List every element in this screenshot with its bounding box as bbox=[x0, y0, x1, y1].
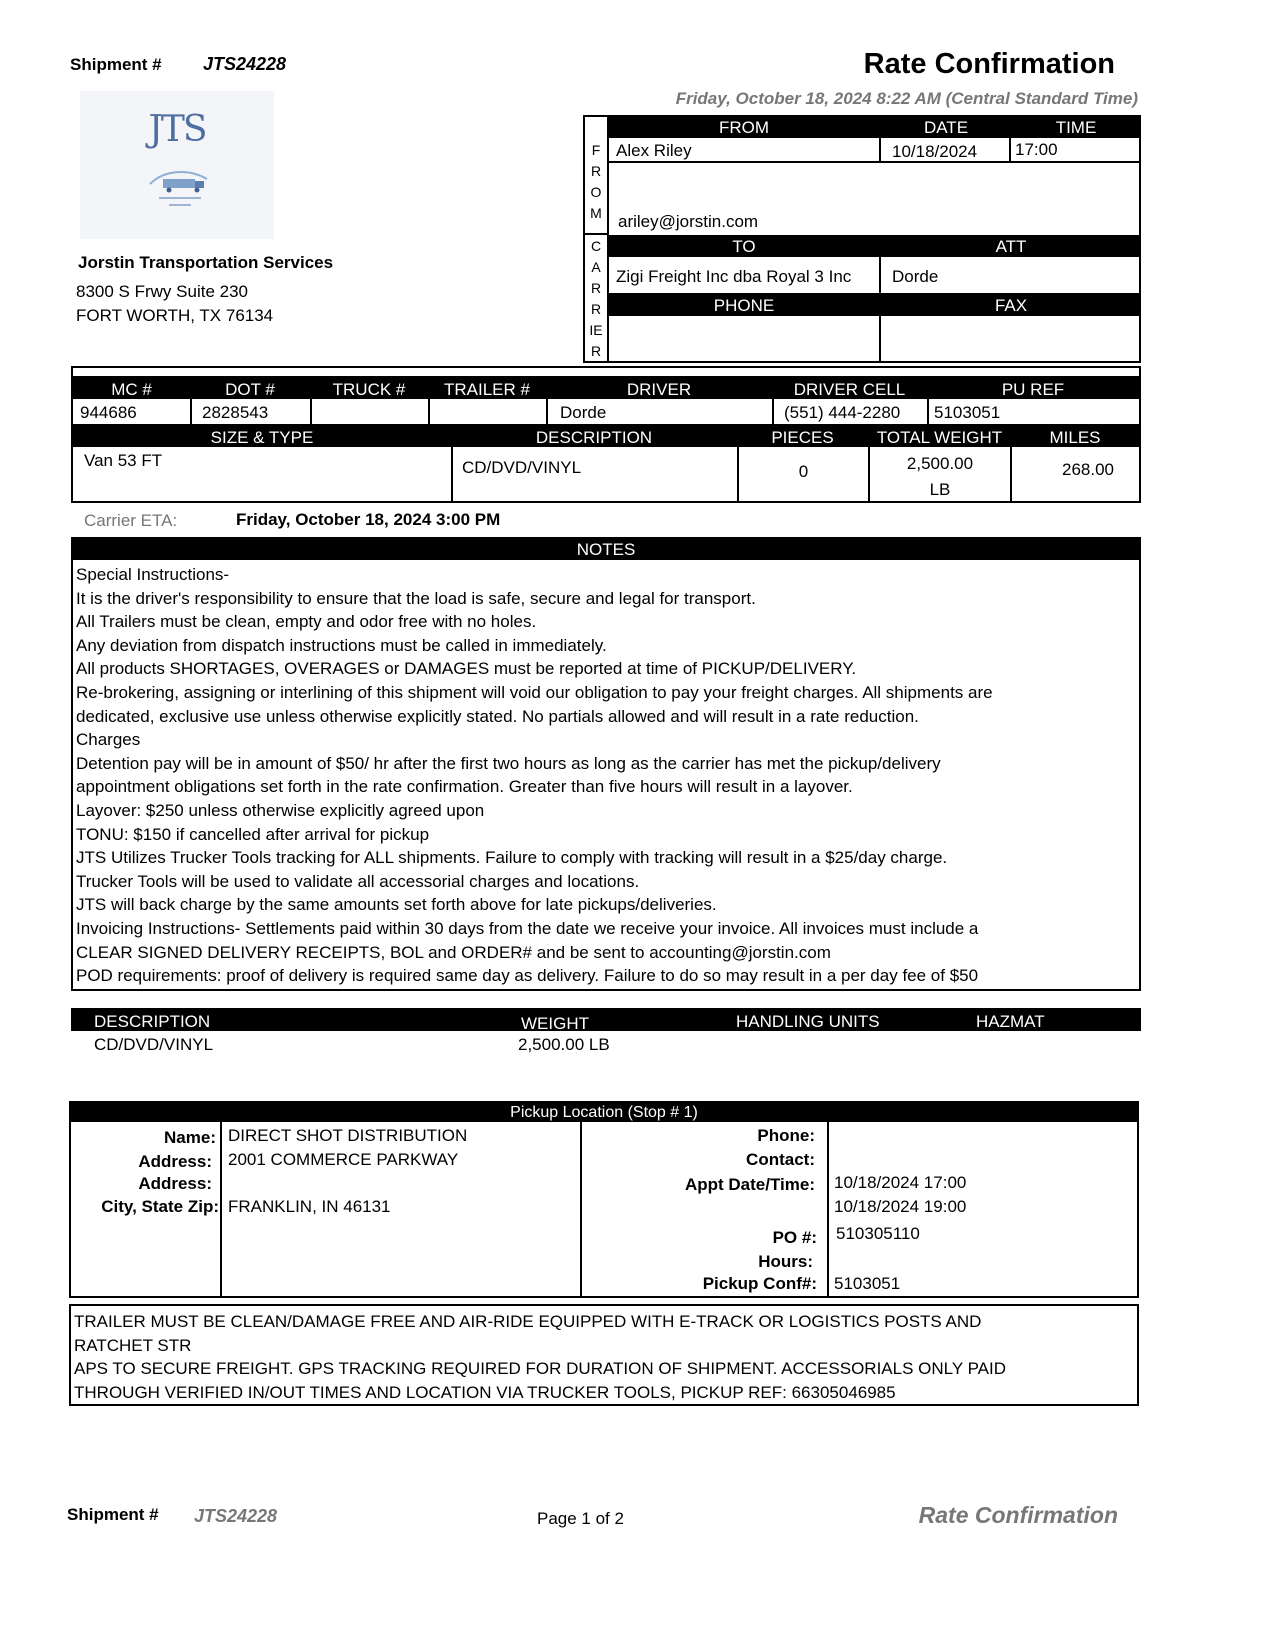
pickup-contact-label: Contact: bbox=[746, 1150, 815, 1169]
mc-number: 944686 bbox=[80, 403, 137, 422]
eta-value: Friday, October 18, 2024 3:00 PM bbox=[236, 510, 501, 529]
driver-cell: (551) 444-2280 bbox=[784, 403, 901, 422]
pu-ref-header: PU REF bbox=[1001, 380, 1065, 399]
note-line: Re-brokering, assigning or interlining of this shipment will void our obligation to pay your freight charges. All shipments are bbox=[76, 683, 993, 702]
pickup-instruction-line: RATCHET STR bbox=[74, 1335, 192, 1355]
from-date: 10/18/2024 bbox=[892, 142, 978, 161]
phone-header: PHONE bbox=[713, 296, 775, 315]
notes-header: NOTES bbox=[73, 539, 1139, 560]
note-line: It is the driver's responsibility to ensure that the load is safe, secure and legal for transport. bbox=[76, 588, 756, 608]
carrier-name: Zigi Freight Inc dba Royal 3 Inc bbox=[616, 267, 852, 286]
miles: 268.00 bbox=[1062, 460, 1114, 479]
from-email: ariley@jorstin.com bbox=[618, 212, 759, 231]
commodity-description: CD/DVD/VINYL bbox=[94, 1035, 214, 1054]
truck-icon bbox=[145, 159, 215, 214]
date-header: DATE bbox=[923, 118, 969, 137]
carrier-side-label: C A R R IE R bbox=[589, 238, 603, 359]
pickup-conf: 5103051 bbox=[834, 1274, 901, 1293]
footer-title: Rate Confirmation bbox=[918, 1502, 1118, 1528]
from-side-label: F R O M bbox=[590, 142, 602, 221]
company-address-2: FORT WORTH, TX 76134 bbox=[76, 306, 274, 325]
company-logo bbox=[80, 91, 274, 239]
from-header: FROM bbox=[718, 118, 770, 137]
dot-number: 2828543 bbox=[202, 403, 269, 422]
company-address-1: 8300 S Frwy Suite 230 bbox=[76, 282, 248, 301]
driver-name: Dorde bbox=[560, 403, 607, 422]
note-line: Trucker Tools will be used to validate all accessorial charges and locations. bbox=[76, 871, 640, 891]
note-line: All Trailers must be clean, empty and odor free with no holes. bbox=[76, 612, 537, 632]
note-line: Any deviation from dispatch instructions must be called in immediately. bbox=[76, 635, 607, 655]
pickup-header: Pickup Location (Stop # 1) bbox=[71, 1103, 1137, 1122]
pickup-address2-label: Address: bbox=[138, 1174, 212, 1193]
size-type: Van 53 FT bbox=[84, 451, 163, 470]
company-name: Jorstin Transportation Services bbox=[78, 253, 334, 272]
page-number: Page 1 of 2 bbox=[537, 1509, 624, 1528]
pickup-appt-label: Appt Date/Time: bbox=[684, 1175, 815, 1194]
footer-shipment-number: JTS24228 bbox=[194, 1506, 278, 1526]
driver-cell-header: DRIVER CELL bbox=[793, 380, 906, 399]
total-weight-header: TOTAL WEIGHT bbox=[876, 428, 1003, 447]
note-line: JTS Utilizes Trucker Tools tracking for ALL shipments. Failure to comply with tracking will result in a $25/day charge. bbox=[76, 848, 948, 868]
pickup-city: FRANKLIN, IN 46131 bbox=[228, 1197, 391, 1216]
pickup-conf-label: Pickup Conf#: bbox=[702, 1274, 817, 1293]
dot-header: DOT # bbox=[225, 380, 275, 399]
from-name: Alex Riley bbox=[616, 141, 692, 160]
pickup-po-label: PO #: bbox=[772, 1228, 817, 1247]
load-description: CD/DVD/VINYL bbox=[462, 458, 582, 477]
pieces-header: PIECES bbox=[771, 428, 834, 447]
from-time: 17:00 bbox=[1015, 140, 1058, 159]
note-line: dedicated, exclusive use unless otherwise explicitly stated. No partials allowed and will result in a rate reduction. bbox=[76, 706, 919, 726]
size-type-header: SIZE & TYPE bbox=[210, 428, 314, 447]
note-line: POD requirements: proof of delivery is required same day as delivery. Failure to do so may result in a per day fee of $50 bbox=[76, 966, 979, 986]
pickup-instruction-line: APS TO SECURE FREIGHT. GPS TRACKING REQUIRED FOR DURATION OF SHIPMENT. ACCESSORIALS ONLY PAID bbox=[74, 1359, 1007, 1379]
time-header: TIME bbox=[1055, 118, 1097, 137]
to-header: TO bbox=[732, 237, 756, 256]
pickup-instruction-line: THROUGH VERIFIED IN/OUT TIMES AND LOCATION VIA TRUCKER TOOLS, PICKUP REF: 66305046985 bbox=[74, 1382, 896, 1402]
carrier-att: Dorde bbox=[892, 267, 939, 286]
att-header: ATT bbox=[995, 237, 1027, 256]
pickup-hours-label: Hours: bbox=[758, 1252, 813, 1271]
document-datetime: Friday, October 18, 2024 8:22 AM (Central Standard Time) bbox=[675, 89, 1138, 108]
note-line: Invoicing Instructions- Settlements paid within 30 days from the date we receive your invoice. All invoices must include a bbox=[76, 919, 979, 938]
pickup-name-label: Name: bbox=[164, 1128, 216, 1147]
pickup-instruction-line: TRAILER MUST BE CLEAN/DAMAGE FREE AND AIR-RIDE EQUIPPED WITH E-TRACK OR LOGISTICS POSTS AND bbox=[74, 1312, 982, 1331]
pickup-address-label: Address: bbox=[138, 1152, 212, 1171]
shipment-number: JTS24228 bbox=[203, 54, 287, 74]
pieces: 0 bbox=[798, 462, 809, 481]
pickup-po: 510305110 bbox=[836, 1224, 920, 1243]
note-line: Special Instructions- bbox=[76, 565, 230, 584]
logo-text: JTS bbox=[148, 109, 206, 150]
page-title: Rate Confirmation bbox=[863, 48, 1115, 80]
truck-header: TRUCK # bbox=[332, 380, 406, 399]
total-weight: 2,500.00 bbox=[906, 454, 974, 473]
miles-header: MILES bbox=[1049, 428, 1101, 447]
pickup-name: DIRECT SHOT DISTRIBUTION bbox=[228, 1126, 468, 1145]
pickup-phone-label: Phone: bbox=[757, 1126, 815, 1145]
footer-shipment-label: Shipment # bbox=[67, 1505, 159, 1524]
note-line: CLEAR SIGNED DELIVERY RECEIPTS, BOL and ORDER# and be sent to accounting@jorstin.com bbox=[76, 942, 831, 962]
eta-label: Carrier ETA: bbox=[84, 511, 178, 530]
note-line: appointment obligations set forth in the rate confirmation. Greater than five hours will result in a layover. bbox=[76, 777, 853, 797]
description-header: DESCRIPTION bbox=[535, 428, 653, 447]
note-line: All products SHORTAGES, OVERAGES or DAMAGES must be reported at time of PICKUP/DELIVERY. bbox=[76, 659, 857, 679]
commodity-weight: 2,500.00 LB bbox=[518, 1035, 610, 1054]
mc-header: MC # bbox=[111, 380, 152, 399]
note-line: Layover: $250 unless otherwise explicitly agreed upon bbox=[76, 801, 485, 820]
note-line: JTS will back charge by the same amounts set forth above for late pickups/deliveries. bbox=[76, 895, 717, 915]
handling-units-header: HANDLING UNITS bbox=[736, 1012, 880, 1031]
note-line: Charges bbox=[76, 730, 141, 750]
shipment-label: Shipment # bbox=[70, 55, 162, 74]
pickup-address: 2001 COMMERCE PARKWAY bbox=[228, 1150, 459, 1169]
pickup-appt-start: 10/18/2024 17:00 bbox=[834, 1173, 967, 1192]
pickup-city-label: City, State Zip: bbox=[101, 1197, 219, 1216]
note-line: Detention pay will be in amount of $50/ hr after the first two hours as long as the carrier has met the pickup/delivery bbox=[76, 753, 941, 773]
fax-header: FAX bbox=[994, 296, 1028, 315]
hazmat-header: HAZMAT bbox=[976, 1012, 1045, 1031]
driver-header: DRIVER bbox=[626, 380, 692, 399]
commodity-description-header: DESCRIPTION bbox=[94, 1012, 211, 1031]
trailer-header: TRAILER # bbox=[444, 380, 530, 399]
note-line: TONU: $150 if cancelled after arrival for pickup bbox=[76, 824, 430, 844]
pu-ref: 5103051 bbox=[934, 403, 1001, 422]
pickup-appt-end: 10/18/2024 19:00 bbox=[834, 1197, 967, 1216]
commodity-weight-header: WEIGHT bbox=[521, 1014, 589, 1033]
weight-unit: LB bbox=[929, 480, 951, 499]
